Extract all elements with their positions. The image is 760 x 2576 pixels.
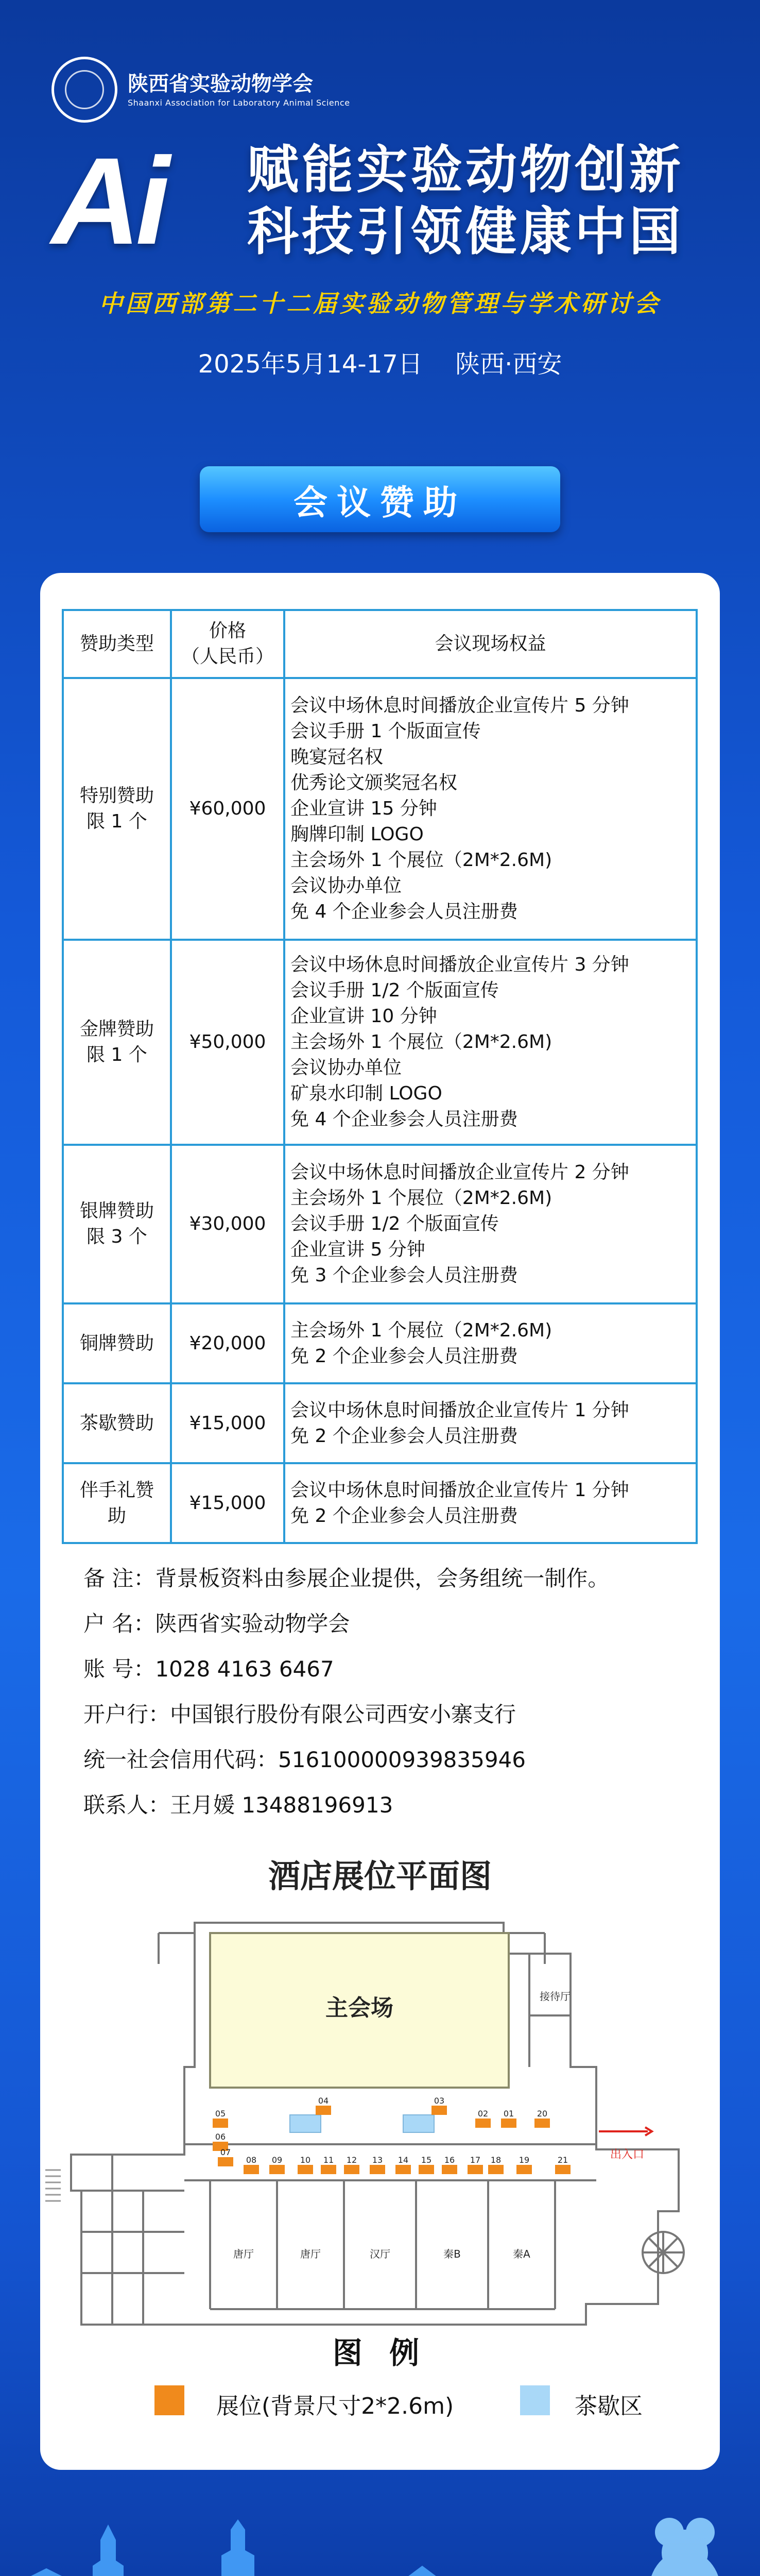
content-card xyxy=(40,573,720,2470)
sponsor-type-cell: 特别赞助 限 1 个 xyxy=(63,678,171,940)
exit-arrow-icon xyxy=(599,2127,652,2136)
col-header-price: 价格 （人民币） xyxy=(171,610,284,678)
booth-12 xyxy=(344,2165,359,2174)
booth-07 xyxy=(218,2157,233,2166)
benefit-item: 会议手册 1/2 个版面宣传 xyxy=(290,980,499,1001)
benefit-item: 主会场外 1 个展位（2M*2.6M) xyxy=(290,850,552,871)
table-row xyxy=(63,1383,697,1463)
benefit-item: 会议协办单位 xyxy=(290,1057,402,1078)
booth-number: 02 xyxy=(477,2109,489,2119)
benefit-item: 会议协办单位 xyxy=(290,875,402,896)
sponsor-price-cell: ¥50,000 xyxy=(171,940,284,1145)
org-logo-block xyxy=(51,57,350,123)
floor-plan-title: 酒店展位平面图 xyxy=(268,1857,492,1895)
headline-line-2: 科技引领健康中国 xyxy=(247,201,684,262)
sponsor-benefits-cell xyxy=(284,678,697,940)
ai-mark: Ai xyxy=(51,132,165,270)
sponsor-price-cell: ¥15,000 xyxy=(171,1383,284,1463)
floor-plan xyxy=(40,1902,720,2340)
booth-14 xyxy=(395,2165,411,2174)
notes-block xyxy=(83,1556,691,1828)
note-contact: 联系人：王月媛 13488196913 xyxy=(83,1792,393,1818)
tea-legend-label: 茶歇区 xyxy=(575,2393,643,2419)
booth-number: 12 xyxy=(346,2155,357,2165)
sponsorship-table xyxy=(62,609,698,1544)
booth-number: 08 xyxy=(246,2155,257,2165)
benefit-item: 免 2 个企业参会人员注册费 xyxy=(290,1505,518,1527)
benefit-item: 优秀论文颁奖冠名权 xyxy=(290,772,458,793)
benefit-item: 会议中场休息时间播放企业宣传片 5 分钟 xyxy=(290,695,629,716)
col-header-type: 赞助类型 xyxy=(63,610,171,678)
booth-08 xyxy=(244,2165,259,2174)
org-logo-icon xyxy=(51,57,117,123)
booth-number: 20 xyxy=(537,2109,548,2119)
mascot-icon xyxy=(649,2518,721,2576)
booth-16 xyxy=(442,2165,457,2174)
booth-number: 15 xyxy=(421,2155,432,2165)
booth-19 xyxy=(516,2165,532,2174)
exit-label: 出入口 xyxy=(610,2148,645,2161)
note-credit-code: 统一社会信用代码：516100000939835946 xyxy=(83,1747,526,1772)
booth-09 xyxy=(269,2165,285,2174)
table-row xyxy=(63,1463,697,1543)
booth-01 xyxy=(501,2119,516,2128)
tea-legend-swatch xyxy=(520,2385,550,2415)
booth-05 xyxy=(213,2119,228,2128)
conference-date: 2025年5月14-17日 xyxy=(198,350,423,379)
booth-number: 11 xyxy=(323,2155,334,2165)
booth-number: 21 xyxy=(557,2155,568,2165)
booth-number: 18 xyxy=(490,2155,502,2165)
booth-number: 06 xyxy=(215,2132,226,2142)
booth-number: 07 xyxy=(220,2147,231,2157)
headline-line-1: 赋能实验动物创新 xyxy=(247,140,684,200)
sponsor-benefits-cell xyxy=(284,940,697,1145)
note-account-name: 户 名：陕西省实验动物学会 xyxy=(83,1611,350,1636)
tea-area-2 xyxy=(403,2115,434,2132)
benefit-item: 主会场外 1 个展位（2M*2.6M) xyxy=(290,1188,552,1209)
section-title-ribbon xyxy=(200,466,560,532)
main-hall-label: 主会场 xyxy=(325,1995,393,2021)
sponsor-type-cell: 金牌赞助 限 1 个 xyxy=(63,940,171,1145)
legend-title: 图 例 xyxy=(332,2335,428,2370)
booth-18 xyxy=(488,2165,504,2174)
benefit-item: 免 2 个企业参会人员注册费 xyxy=(290,1345,518,1367)
table-row xyxy=(63,1303,697,1383)
booth-number: 19 xyxy=(519,2155,530,2165)
benefit-item: 免 3 个企业参会人员注册费 xyxy=(290,1265,518,1286)
booth-number: 03 xyxy=(434,2096,445,2106)
booth-13 xyxy=(370,2165,385,2174)
benefit-item: 会议中场休息时间播放企业宣传片 2 分钟 xyxy=(290,1162,629,1183)
benefit-item: 会议中场休息时间播放企业宣传片 1 分钟 xyxy=(290,1479,629,1501)
org-name-en: Shaanxi Association for Laboratory Animal Science xyxy=(128,98,350,108)
booth-10 xyxy=(298,2165,313,2174)
booth-number: 01 xyxy=(503,2109,514,2119)
sponsor-price-cell: ¥60,000 xyxy=(171,678,284,940)
tea-area-1 xyxy=(290,2115,321,2132)
booth-number: 17 xyxy=(470,2155,481,2165)
sponsor-type-cell: 伴手礼赞 助 xyxy=(63,1463,171,1543)
sponsor-type-cell: 银牌赞助 限 3 个 xyxy=(63,1145,171,1303)
sponsor-type-cell: 茶歇赞助 xyxy=(63,1383,171,1463)
booth-17 xyxy=(468,2165,483,2174)
booth-04 xyxy=(316,2106,331,2115)
benefit-item: 晚宴冠名权 xyxy=(290,747,384,768)
room-label-4: 秦B xyxy=(443,2248,461,2260)
sponsor-benefits-cell xyxy=(284,1383,697,1463)
booth-20 xyxy=(534,2119,550,2128)
booth-02 xyxy=(475,2119,491,2128)
booth-21 xyxy=(555,2165,571,2174)
booth-15 xyxy=(419,2165,434,2174)
benefit-item: 企业宣讲 15 分钟 xyxy=(290,798,437,819)
table-row xyxy=(63,678,697,940)
benefit-item: 胸牌印制 LOGO xyxy=(290,824,424,845)
sponsor-type-cell: 铜牌赞助 xyxy=(63,1303,171,1383)
booth-number: 09 xyxy=(271,2155,283,2165)
benefit-item: 会议中场休息时间播放企业宣传片 1 分钟 xyxy=(290,1399,629,1421)
booth-number: 16 xyxy=(444,2155,455,2165)
room-label-1: 唐厅 xyxy=(233,2248,254,2260)
benefit-item: 会议中场休息时间播放企业宣传片 3 分钟 xyxy=(290,954,629,975)
booth-legend-swatch xyxy=(154,2385,184,2415)
benefit-item: 免 2 个企业参会人员注册费 xyxy=(290,1425,518,1447)
sponsor-benefits-cell xyxy=(284,1145,697,1303)
booth-number: 14 xyxy=(398,2155,409,2165)
booth-legend-label: 展位(背景尺寸2*2.6m) xyxy=(216,2393,454,2419)
benefit-item: 会议手册 1/2 个版面宣传 xyxy=(290,1213,499,1234)
booth-11 xyxy=(321,2165,336,2174)
org-name-cn: 陕西省实验动物学会 xyxy=(128,72,313,96)
benefit-item: 主会场外 1 个展位（2M*2.6M) xyxy=(290,1319,552,1341)
room-label-3: 汉厅 xyxy=(370,2248,390,2260)
benefit-item: 免 4 个企业参会人员注册费 xyxy=(290,901,518,922)
room-label-5: 秦A xyxy=(513,2248,530,2260)
note-account-number: 账 号：1028 4163 6467 xyxy=(83,1656,334,1682)
benefit-item: 免 4 个企业参会人员注册费 xyxy=(290,1109,518,1130)
table-header-row xyxy=(63,610,697,678)
sponsor-price-cell: ¥15,000 xyxy=(171,1463,284,1543)
booth-number: 05 xyxy=(215,2109,226,2119)
sponsor-price-cell: ¥30,000 xyxy=(171,1145,284,1303)
booth-03 xyxy=(431,2106,447,2115)
booth-number: 04 xyxy=(318,2096,329,2106)
skyline-decoration xyxy=(0,2463,760,2576)
sponsor-benefits-cell xyxy=(284,1303,697,1383)
date-location xyxy=(0,344,760,380)
legend xyxy=(154,2385,669,2421)
note-bank: 开户行：中国银行股份有限公司西安小寨支行 xyxy=(83,1702,516,1727)
booth-number: 10 xyxy=(300,2155,311,2165)
conference-location: 陕西·西安 xyxy=(455,350,562,379)
benefit-item: 会议手册 1 个版面宣传 xyxy=(290,721,481,742)
conference-subtitle: 中国西部第二十二届实验动物管理与学术研讨会 xyxy=(99,290,661,317)
table-row xyxy=(63,1145,697,1303)
benefit-item: 主会场外 1 个展位（2M*2.6M) xyxy=(290,1031,552,1053)
room-label-2: 唐厅 xyxy=(300,2248,321,2260)
col-header-benefits: 会议现场权益 xyxy=(284,610,697,678)
sponsor-price-cell: ¥20,000 xyxy=(171,1303,284,1383)
benefit-item: 矿泉水印制 LOGO xyxy=(290,1083,442,1104)
booth-number: 13 xyxy=(372,2155,383,2165)
benefit-item: 企业宣讲 10 分钟 xyxy=(290,1006,437,1027)
reception-label: 接待厅 xyxy=(540,1990,571,2003)
benefit-item: 企业宣讲 5 分钟 xyxy=(290,1239,425,1260)
sponsor-benefits-cell xyxy=(284,1463,697,1543)
table-row xyxy=(63,940,697,1145)
note-remark: 备 注：背景板资料由参展企业提供，会务组统一制作。 xyxy=(83,1566,610,1591)
section-title: 会议赞助 xyxy=(293,482,467,522)
